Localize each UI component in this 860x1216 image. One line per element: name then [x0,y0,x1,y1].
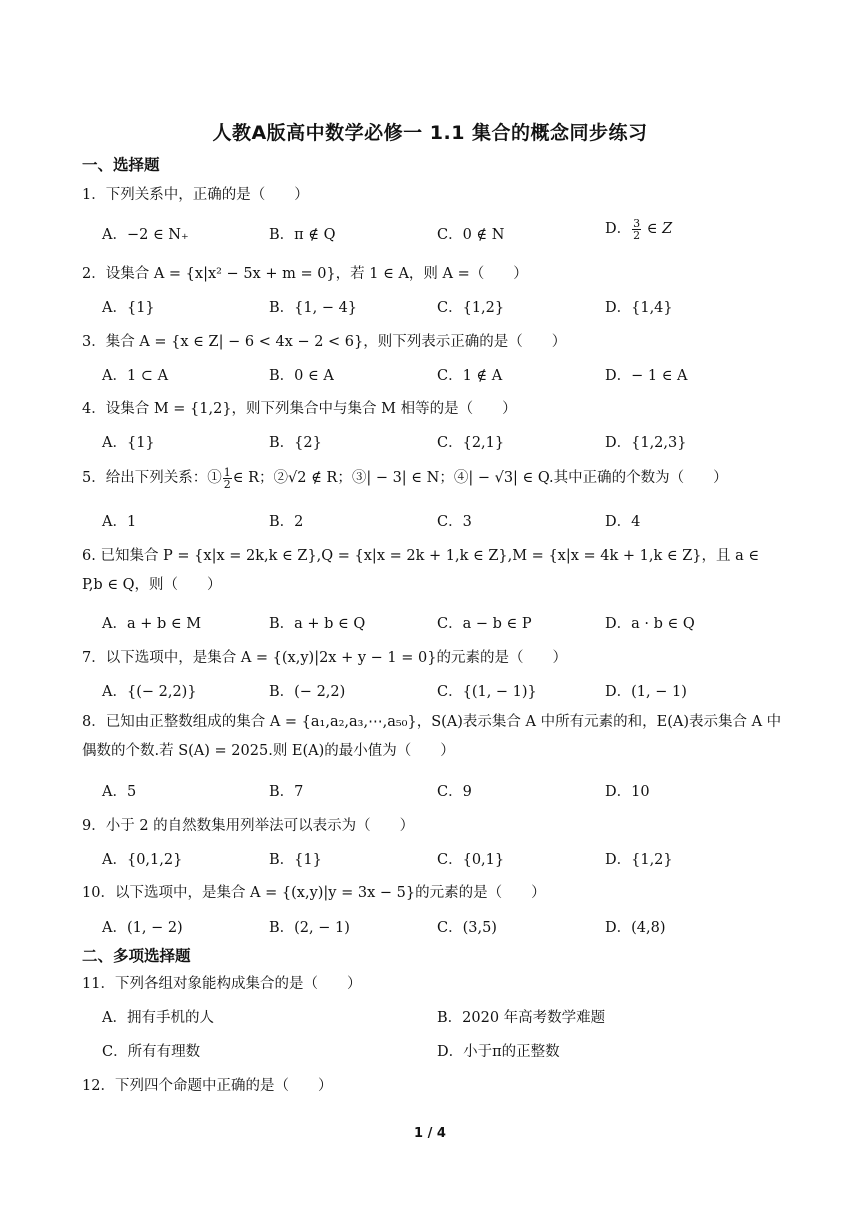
question-10-options [102,916,802,938]
question-11-option-d: D．小于π的正整数 [437,1044,560,1060]
question-8-option-d: D．10 [605,784,650,800]
question-7-option-c: C．{(1, − 1)} [437,684,537,700]
question-9-option-c: C．{0,1} [437,852,505,868]
question-6-option-a: A．a + b ∈ M [102,616,202,632]
question-1-option-d: D． $\frac{3}{2}$ ∈ Z [605,216,673,242]
question-2-option-c: C．{1,2} [437,300,505,316]
question-5-options [102,510,802,532]
question-2-option-a: A．{1} [102,300,155,316]
question-9-option-d: D．{1,2} [605,852,673,868]
fraction-three-halves: $\frac{3}{2}$ [633,216,641,242]
question-5-stem: 5．给出下列关系：① $\frac{1}{2}$ ∈ R；②√2 ∉ R；③| − 3| ∈ N；④| − √3| ∈ Q.其中正确的个数为（ ） [82,465,728,491]
question-3-option-d: D．− 1 ∈ A [605,368,688,384]
question-2-stem: 2．设集合 A = {x|x² − 5x + m = 0}，若 1 ∈ A，则 A =（ ） [82,266,528,282]
question-2-option-d: D．{1,4} [605,300,673,316]
question-7-options [102,680,802,702]
question-8-option-c: C．9 [437,784,472,800]
question-10-option-b: B．(2, − 1) [269,920,350,936]
question-3-option-a: A．1 ⊂ A [102,368,169,384]
question-6-options [102,612,802,634]
question-5-option-b: B．2 [269,514,304,530]
question-1-stem: 1．下列关系中，正确的是（ ） [82,187,309,203]
question-2-option-b: B．{1, − 4} [269,300,358,316]
question-11-option-a: A．拥有手机的人 [102,1010,214,1026]
document-title: 人教A版高中数学必修一 1.1 集合的概念同步练习 [212,122,648,144]
question-9-option-b: B．{1} [269,852,322,868]
section-heading-single-choice: 一、选择题 [82,156,160,174]
question-4-option-c: C．{2,1} [437,435,505,451]
question-5-option-a: A．1 [102,514,137,530]
question-3-option-b: B．0 ∈ A [269,368,334,384]
question-7-option-a: A．{(− 2,2)} [102,684,197,700]
question-6-stem: 6. 已知集合 P = {x|x = 2k,k ∈ Z},Q = {x|x = 2k + 1,k ∈ Z},M = {x|x = 4k + 1,k ∈ Z}，且 a ∈ P,b ∈ Q，则（ ） [82,548,760,593]
question-4-stem: 4．设集合 M = {1,2}，则下列集合中与集合 M 相等的是（ ） [82,401,517,417]
question-11-options-row-2 [102,1040,802,1062]
question-8-stem: 8．已知由正整数组成的集合 A = {a₁,a₂,a₃,⋯,a₅₀}，S(A)表示集合 A 中所有元素的和，E(A)表示集合 A 中偶数的个数.若 S(A) = 2025.则 E(A)的最小值为（ ） [82,714,782,759]
question-9-options [102,848,802,870]
fraction-one-half: $\frac{1}{2}$ [223,465,231,491]
question-10-option-c: C．(3,5) [437,920,497,936]
question-3-options [102,364,802,386]
question-12-stem: 12．下列四个命题中正确的是（ ） [82,1078,333,1094]
question-10-stem: 10．以下选项中，是集合 A = {(x,y)|y = 3x − 5}的元素的是（ ） [82,885,546,901]
question-6-option-d: D．a · b ∈ Q [605,616,695,632]
question-1-options [102,216,802,245]
question-6-option-c: C．a − b ∈ P [437,616,532,632]
question-11-stem: 11．下列各组对象能构成集合的是（ ） [82,976,362,992]
question-7-stem: 7．以下选项中，是集合 A = {(x,y)|2x + y − 1 = 0}的元素的是（ ） [82,650,567,666]
question-3-option-c: C．1 ∉ A [437,368,503,384]
question-8-option-a: A．5 [102,784,137,800]
question-9-stem: 9．小于 2 的自然数集用列举法可以表示为（ ） [82,818,415,834]
question-4-options [102,431,802,453]
question-3-stem: 3．集合 A = {x ∈ Z| − 6 < 4x − 2 < 6}，则下列表示正确的是（ ） [82,334,567,350]
question-4-option-a: A．{1} [102,435,155,451]
question-4-option-b: B．{2} [269,435,322,451]
question-8-options [102,780,802,802]
question-5-option-d: D．4 [605,514,641,530]
question-10-option-a: A．(1, − 2) [102,920,183,936]
question-8-option-b: B．7 [269,784,304,800]
question-6-option-b: B．a + b ∈ Q [269,616,366,632]
question-9-option-a: A．{0,1,2} [102,852,183,868]
question-1-option-c: C．0 ∉ N [437,227,505,243]
page-number: 1 / 4 [414,1126,446,1141]
question-1-option-a: A．−2 ∈ N₊ [102,227,189,243]
question-5-option-c: C．3 [437,514,472,530]
question-2-options [102,296,802,318]
question-11-options-row-1 [102,1006,802,1028]
question-7-option-d: D．(1, − 1) [605,684,687,700]
question-4-option-d: D．{1,2,3} [605,435,687,451]
question-1-option-b: B．π ∉ Q [269,227,336,243]
question-11-option-b: B．2020 年高考数学难题 [437,1010,606,1026]
section-heading-multi-choice: 二、多项选择题 [82,947,191,965]
question-10-option-d: D．(4,8) [605,920,666,936]
question-7-option-b: B．(− 2,2) [269,684,346,700]
question-11-option-c: C．所有有理数 [102,1044,201,1060]
